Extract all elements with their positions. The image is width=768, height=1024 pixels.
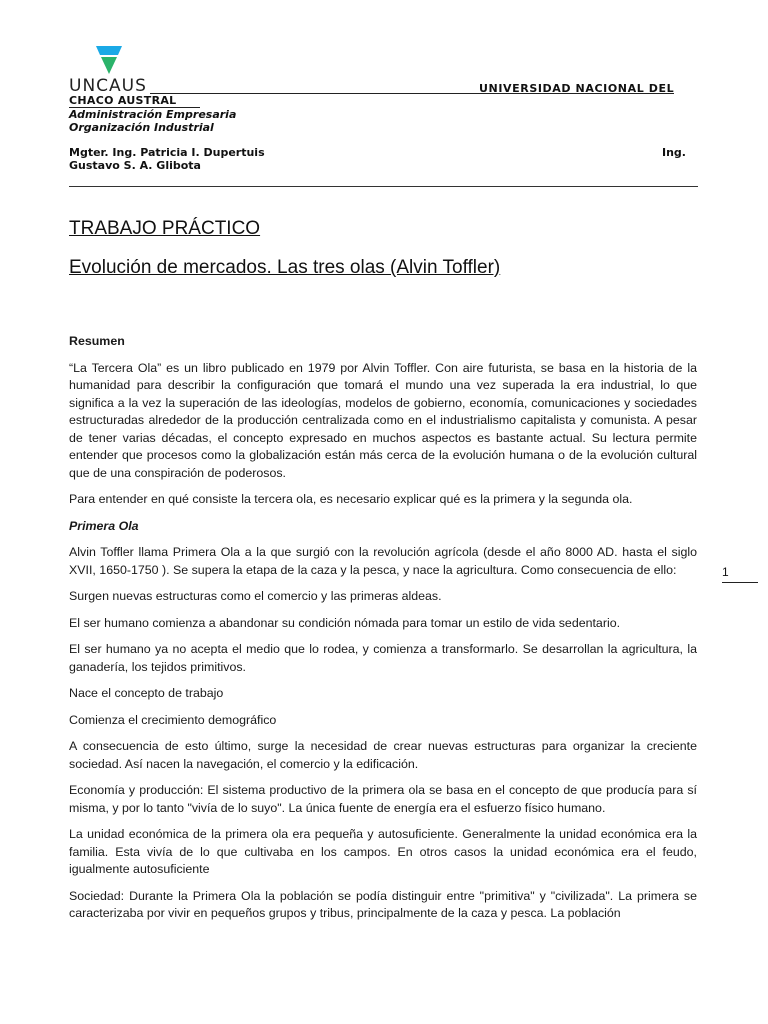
paragraph: Sociedad: Durante la Primera Ola la población se podía distinguir entre "primitiva" y "civilizada". La primera se caracterizaba por vivir en pequeños grupos y tribus, principalmente de la caza y pesca. La población [69, 888, 697, 920]
page-number-rule [722, 582, 758, 583]
paragraph: Economía y producción: El sistema productivo de la primera ola se basa en el concepto de que producía para sí misma, y por lo tanto "vivía de lo suyo". La única fuente de energía era el esfuerzo físico humano. [69, 783, 697, 815]
author-secondary-title: Ing. [662, 146, 686, 159]
paragraph: El ser humano ya no acepta el medio que lo rodea, y comienza a transformarlo. Se desarrollan la agricultura, la ganadería, los tejidos primitivos. [69, 642, 697, 674]
document-body [69, 333, 697, 932]
course-name: Organización Industrial [69, 121, 214, 134]
section-heading-resumen: Resumen [69, 334, 125, 348]
brand-name: UNCAUS [69, 76, 147, 96]
university-title: UNIVERSIDAD NACIONAL DEL [479, 82, 675, 95]
author-secondary: Gustavo S. A. Glibota [69, 159, 201, 172]
authors-line [69, 146, 689, 159]
program-name: Administración Empresaria [69, 108, 237, 121]
paragraph: Alvin Toffler llama Primera Ola a la que surgió con la revolución agrícola (desde el año 8000 AD. hasta el siglo XVII, 1650-1750 ). Se supera la etapa de la caza y la pesca, y nace la agricultura. Como consecuencia de ello: [69, 545, 697, 577]
author-primary: Mgter. Ing. Patricia I. Dupertuis [69, 146, 265, 159]
paragraph: Comienza el crecimiento demográfico [69, 712, 277, 727]
header-divider [69, 186, 698, 187]
uncaus-logo-icon [94, 44, 124, 76]
paragraph: Nace el concepto de trabajo [69, 686, 224, 700]
paragraph: A consecuencia de esto último, surge la necesidad de crear nuevas estructuras para organizar la creciente sociedad. Así nacen la navegación, el comercio y la edificación. [69, 739, 697, 771]
paragraph: Para entender en qué consiste la tercera ola, es necesario explicar qué es la primera y la segunda ola. [69, 492, 633, 506]
university-subtitle: CHACO AUSTRAL [69, 95, 200, 108]
section-heading-primera-ola: Primera Ola [69, 518, 139, 533]
paragraph: Surgen nuevas estructuras como el comercio y las primeras aldeas. [69, 589, 442, 603]
page-number: 1 [722, 565, 729, 579]
paragraph: La unidad económica de la primera ola era pequeña y autosuficiente. Generalmente la unidad económica era la familia. Esta vivía de lo que cultivaba en los campos. En otros casos la unidad económica era el feudo, igualmente autosuficiente [69, 827, 697, 876]
paragraph: “La Tercera Ola” es un libro publicado en 1979 por Alvin Toffler. Con aire futurista, se basa en la historia de la humanidad para describir la configuración que tomará el mundo una vez superada la era industrial, lo que significa a la vez la superación de las ideologías, modelos de gobierno, economía, comunicaciones y sociedades estructuradas alrededor de la producción centralizada como en el industrialismo capitalista y comunista. A pesar de tener varias décadas, el concepto expresado en muchos aspectos es bastante actual. Su lectura permite entender que procesos como la globalización están más cerca de la evolución humana o de la evolución cultural que de una conspiración de poderosos. [69, 360, 697, 480]
document-subtitle: Evolución de mercados. Las tres olas (Alvin Toffler) [69, 257, 501, 278]
document-title: TRABAJO PRÁCTICO [69, 218, 261, 239]
paragraph: El ser humano comienza a abandonar su condición nómada para tomar un estilo de vida sedentario. [69, 615, 621, 630]
